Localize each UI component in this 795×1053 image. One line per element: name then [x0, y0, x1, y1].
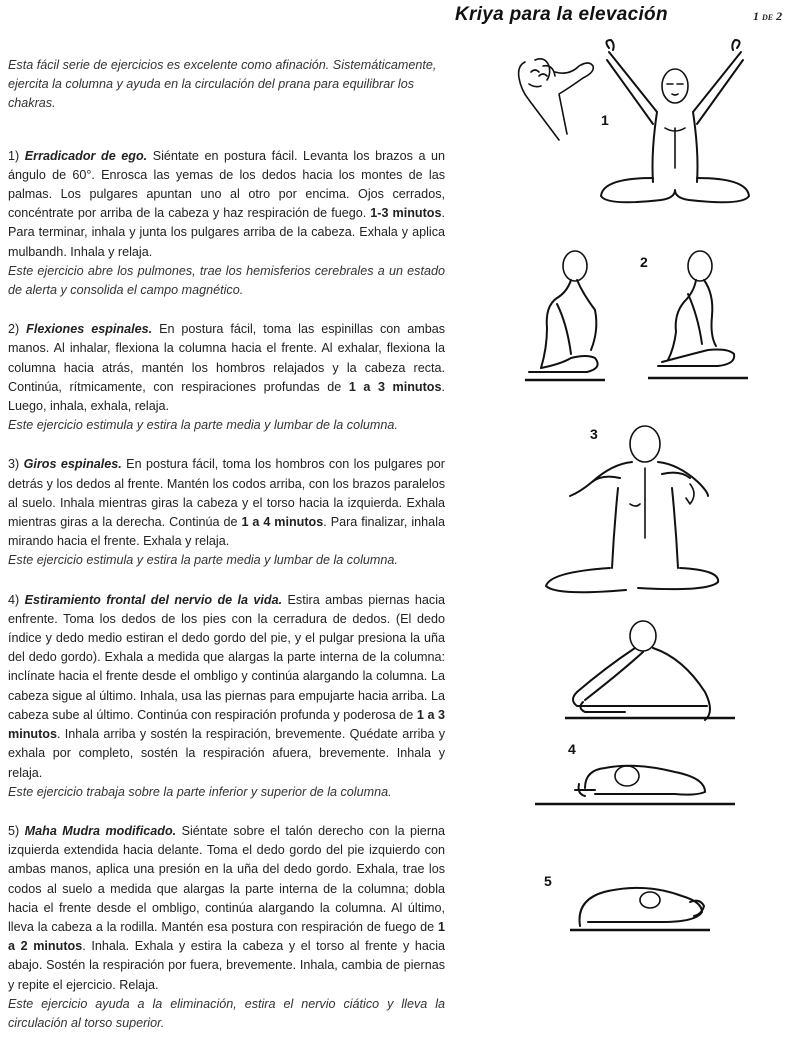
exercise-name: Maha Mudra modificado. — [24, 823, 177, 838]
exercise-5 — [8, 822, 445, 1033]
exercise-body-end: . Inhala arriba y sostén la respiración, brevemente. Quédate arriba y exhala por completo, sostén la respiración afuera, brevemente. Inhala y relaja. — [8, 727, 445, 780]
page-number: 1 — [753, 9, 759, 23]
exercise-3 — [8, 455, 445, 570]
exercise-duration: 1 a 3 minutos — [348, 379, 442, 394]
figure-label-4: 4 — [568, 741, 576, 757]
spinal-flex-forward-illustration — [525, 246, 605, 386]
figure-label-5: 5 — [544, 873, 552, 889]
exercise-duration: 1 a 2 minutos — [8, 919, 445, 954]
exercise-number: 5) — [8, 823, 20, 838]
exercise-duration: 1 a 3 minutos — [8, 707, 446, 742]
exercise-body-end: . Para finalizar, inhala mirando hacia el frente. Exhala y relaja. — [8, 515, 445, 549]
exercise-effect: Este ejercicio abre los pulmones, trae los hemisferios cerebrales a un estado de alerta y consolida el campo magnético. — [8, 263, 445, 298]
page-header — [455, 4, 790, 30]
exercise-number: 3) — [8, 457, 20, 472]
exercise-effect: Este ejercicio ayuda a la eliminación, estira el nervio ciático y lleva la circulación al torso superior. — [8, 996, 445, 1030]
spinal-flex-back-illustration — [648, 244, 748, 384]
ego-eradicator-illustration — [595, 38, 755, 208]
exercise-body: Siéntate en postura fácil. Levanta los brazos a un ángulo de 60°. Enrosca las yemas de los dedos hacia los montes de las palmas. Los pulgares apuntan uno al otro por encima. Ojos cerrados, concéntrate por arriba de la cabeza y haz respiración de fuego. — [8, 148, 446, 221]
exercise-body: En postura fácil, toma las espinillas con ambas manos. Al inhalar, flexiona la columna hacia el frente. Al exhalar, flexiona la columna hacia atrás, mantén los hombros relajados y la cabeza recta. Continúa, rítmicamente, con respiraciones profundas de — [8, 322, 446, 394]
text-column — [8, 56, 445, 1053]
exercise-effect: Este ejercicio estimula y estira la parte media y lumbar de la columna. — [8, 553, 398, 568]
figure-label-3: 3 — [590, 426, 598, 442]
hand-mudra-illustration — [505, 52, 600, 152]
exercise-4 — [8, 591, 445, 802]
exercise-duration: 1-3 minutos — [370, 206, 442, 221]
figure-label-2: 2 — [640, 254, 648, 270]
exercise-body-end: . Inhala. Exhala y estira la cabeza y el torso al frente y hacia abajo. Sostén la respiración por fuera, brevemente. Inhala, cambia de piernas y repite el ejercicio. Relaja. — [8, 939, 445, 992]
exercise-body-end: . Luego, inhala, exhala, relaja. — [8, 379, 446, 414]
exercise-name: Flexiones espinales. — [26, 322, 153, 337]
page-total: 2 — [776, 9, 783, 23]
exercise-name: Estiramiento frontal del nervio de la vida. — [24, 592, 283, 607]
exercise-2 — [8, 320, 445, 435]
exercise-name: Erradicador de ego. — [24, 148, 148, 163]
page-separator: DE — [762, 13, 774, 22]
intro-paragraph: Esta fácil serie de ejercicios es excelente como afinación. Sistemáticamente, ejercita la columna y ayuda en la circulación del prana para equilibrar los chakras. — [8, 58, 437, 111]
exercise-effect: Este ejercicio trabaja sobre la parte inferior y superior de la columna. — [8, 784, 392, 799]
life-nerve-stretch-illustration — [565, 618, 735, 728]
exercise-1 — [8, 147, 445, 301]
exercise-name: Giros espinales. — [23, 457, 122, 472]
forward-fold-illustration — [535, 758, 735, 808]
page-title: Kriya para la elevación — [455, 4, 668, 25]
exercise-number: 1) — [8, 148, 20, 163]
exercise-body: Estira ambas piernas hacia enfrente. Toma los dedos de los pies con la cerradura de dedos. (El dedo índice y dedo medio estiran el dedo gordo del pie, y el pulgar presiona la uña del dedo gordo). Exhala a medida que alargas la parte interna de la columna: inclínate hacia el frente desde el ombligo y continúa alargando la columna. La cabeza sigue al último. Inhala, usa las piernas para empujarte hacia arriba. La cabeza sube al último. Continúa con respiración profunda y poderosa de — [8, 592, 446, 722]
exercise-body: En postura fácil, toma los hombros con los pulgares por detrás y los dedos al frente. Mantén los codos arriba, con los brazos paralelos al suelo. Inhala mientras giras la cabeza y el torso hacia la izquierda. Exhala mientras giras a la derecha. Continúa de — [8, 457, 445, 530]
exercise-body-end: . Para terminar, inhala y junta los pulgares arriba de la cabeza. Exhala y aplica mulbandh. Inhala y relaja. — [8, 206, 445, 259]
exercise-body: Siéntate sobre el talón derecho con la pierna izquierda extendida hacia delante. Toma el dedo gordo del pie izquierdo con ambas manos, aplica una presión en la uña del dedo gordo. Exhala, trae los codos al suelo a medida que alargas la parte interna de la columna; dobla hacia el frente desde el ombligo, continúa alargando la columna. Al último, lleva la cabeza a la rodilla. Mantén esa postura con respiración de fuego de — [8, 823, 446, 934]
spinal-twist-illustration — [540, 418, 720, 598]
page-indicator — [753, 9, 782, 24]
figure-label-1: 1 — [601, 112, 609, 128]
exercise-duration: 1 a 4 minutos — [241, 515, 324, 530]
exercise-number: 2) — [8, 322, 20, 337]
exercise-effect: Este ejercicio estimula y estira la parte media y lumbar de la columna. — [8, 418, 398, 433]
exercise-number: 4) — [8, 592, 20, 607]
maha-mudra-illustration — [570, 882, 710, 942]
